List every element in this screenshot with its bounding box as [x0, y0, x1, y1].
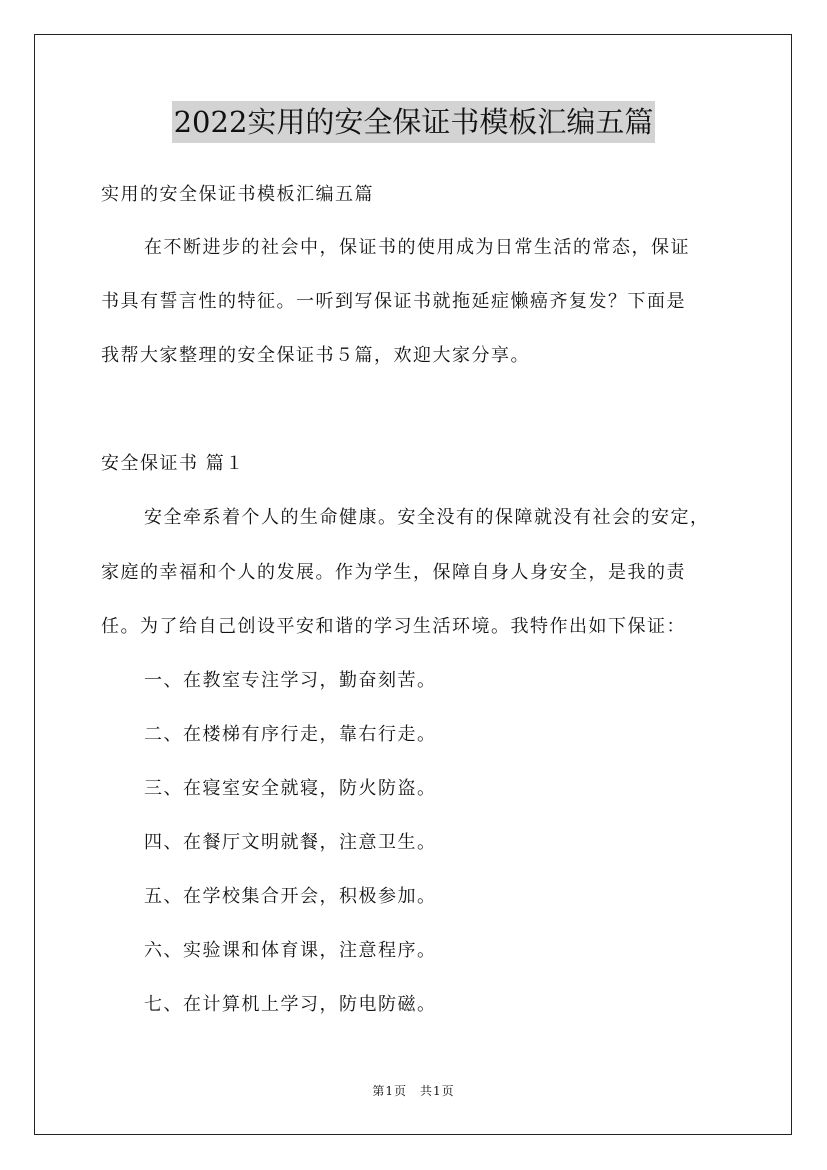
body-line-1: 安全牵系着个人的生命健康。安全没有的保障就没有社会的安定，: [144, 507, 710, 528]
list-item-5: 五、在学校集合开会，积极参加。: [144, 886, 437, 907]
document-subtitle: 实用的安全保证书模板汇编五篇: [101, 184, 374, 205]
page-footer: 第1页 共1页: [372, 1084, 455, 1098]
list-item-1: 一、在教室专注学习，勤奋刻苦。: [144, 670, 437, 691]
intro-line-3: 我帮大家整理的安全保证书５篇，欢迎大家分享。: [101, 345, 530, 366]
list-item-2: 二、在楼梯有序行走，靠右行走。: [144, 724, 437, 745]
title-wrap: [0, 101, 827, 143]
section-heading: 安全保证书 篇１: [101, 453, 245, 474]
list-item-3: 三、在寝室安全就寝，防火防盗。: [144, 778, 437, 799]
body-line-2: 家庭的幸福和个人的发展。作为学生，保障自身人身安全，是我的责: [101, 562, 686, 583]
list-item-6: 六、实验课和体育课，注意程序。: [144, 940, 437, 961]
list-item-7: 七、在计算机上学习，防电防磁。: [144, 994, 437, 1015]
intro-line-2: 书具有誓言性的特征。一听到写保证书就拖延症懒癌齐复发？下面是: [101, 291, 686, 312]
intro-line-1: 在不断进步的社会中，保证书的使用成为日常生活的常态，保证: [144, 237, 690, 258]
body-line-3: 任。为了给自己创设平安和谐的学习生活环境。我特作出如下保证：: [101, 616, 686, 637]
document-title: 2022实用的安全保证书模板汇编五篇: [172, 101, 656, 143]
list-item-4: 四、在餐厅文明就餐，注意卫生。: [144, 832, 437, 853]
